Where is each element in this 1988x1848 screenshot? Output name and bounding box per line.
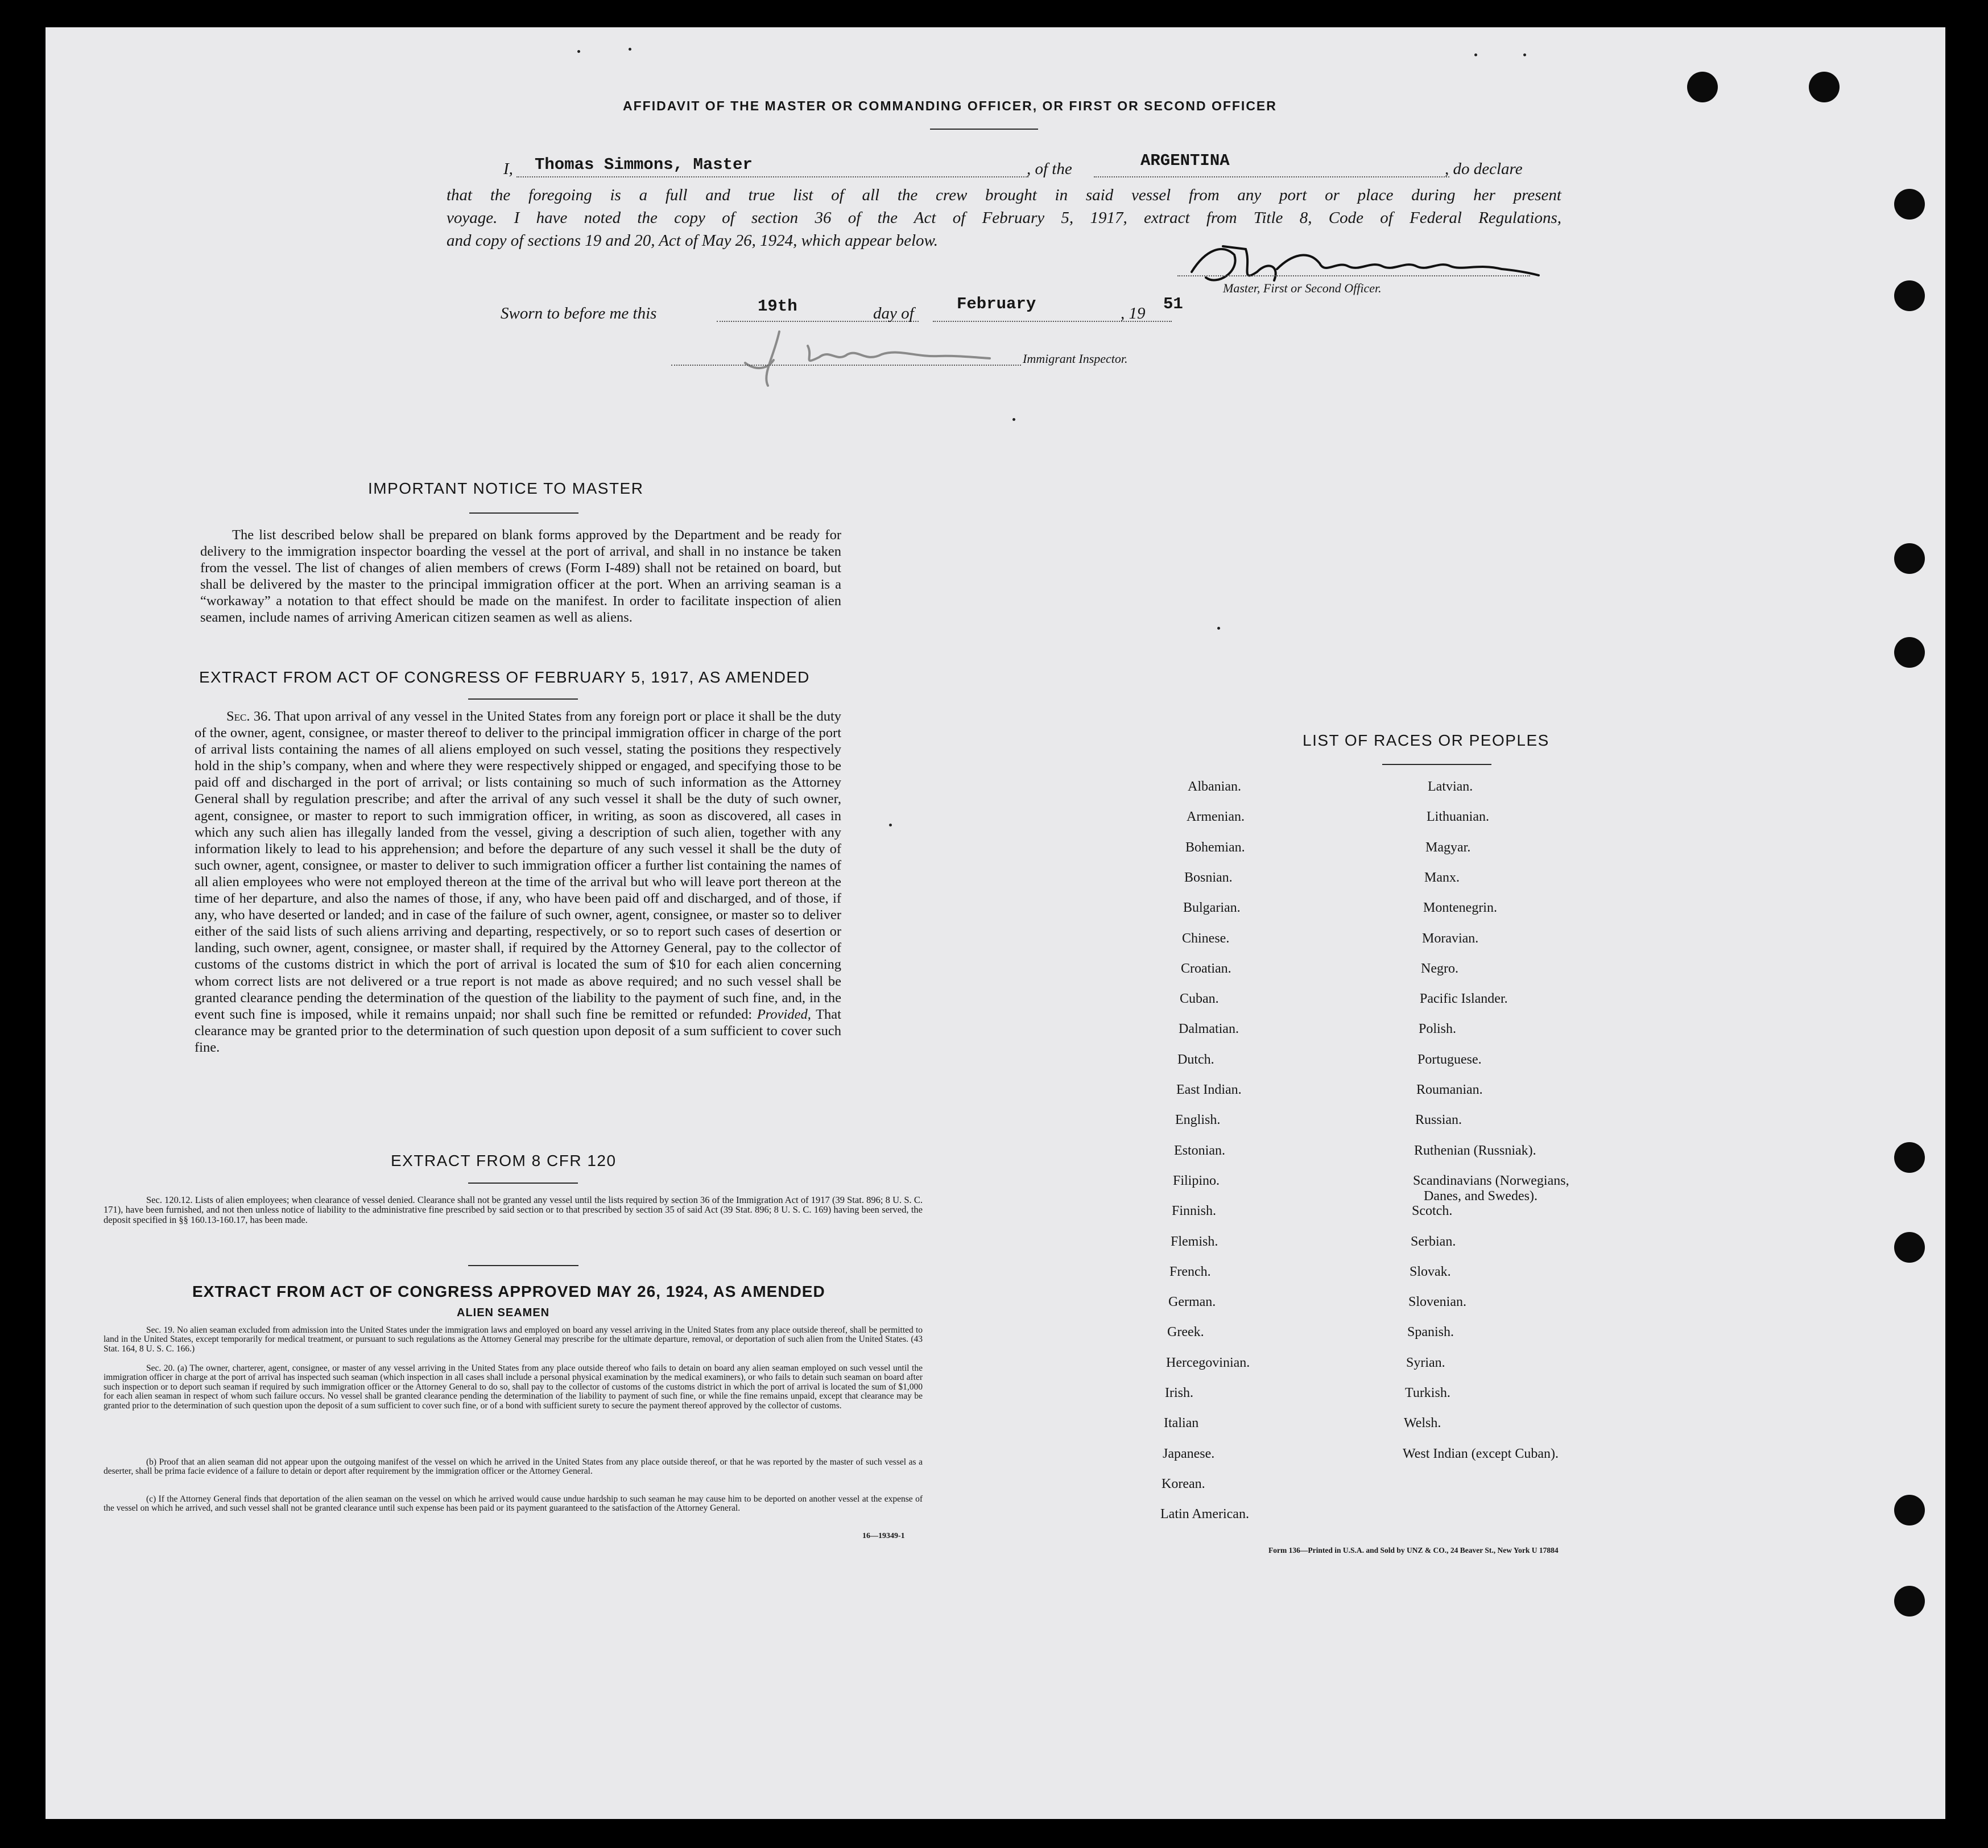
race-item: Albanian. [1188, 779, 1241, 794]
race-item: Croatian. [1181, 961, 1231, 976]
race-item: Magyar. [1425, 840, 1471, 855]
race-item: Flemish. [1171, 1234, 1218, 1249]
race-item: Greek. [1167, 1325, 1204, 1340]
race-item: Turkish. [1405, 1386, 1450, 1400]
race-item: Irish. [1165, 1386, 1193, 1400]
speck [1474, 53, 1477, 56]
section-36-body: That upon arrival of any vessel in the United States from any foreign port or place it shall be the duty of the owner, agent, consignee, or master thereof to deliver to the principal immigration officer in charge of the port of arrival lists containing the names of all aliens employed on such vessel, stating the positions they respectively hold in the ship’s company, when and where they were respectively shipped or engaged, and specifying those to be paid off and discharged in the port of arrival; or lists containing so much of such information as the Attorney General shall by regulation prescribe; and after the arrival of any such vessel it shall be the duty of such owner, agent, consignee, or master to report to such immigration officer, in writing, as soon as discovered, all cases in which any such alien has illegally landed from the vessel, giving a description of such alien, together with any information likely to lead to his apprehension; and before the departure of any such vessel it shall be the duty of such owner, agent, consignee, or master to deliver to such immigration officer a further list containing the names of all alien employees who were not employed thereon at the time of the arrival but who will leave port thereon at the time of her departure, and also the names of those, if any, who have been paid off and discharged, and of those, if any, who have deserted or landed; and in case of the failure of such owner, agent, consignee, or master so to deliver either of the said lists of such aliens arriving and departing, respectively, or so to report such cases of desertion or landing, such owner, agent, consignee, or master shall, if required by the Attorney General, pay to the collector of customs of the customs district in which the port of arrival is located the sum of $10 for each alien concerning whom correct lists are not delivered or a true report is not made as above required; and no such vessel shall be granted clearance pending the determination of the question of the liability to the payment of such fine, and, in the event such fine is imposed, while it remains unpaid; nor shall such fine be remitted or refunded: [195, 709, 841, 1022]
master-name-value: Thomas Simmons, Master [535, 155, 753, 174]
race-item: English. [1175, 1113, 1221, 1128]
race-item: Hercegovinian. [1166, 1355, 1250, 1370]
binder-hole [1894, 1586, 1925, 1617]
race-item: Negro. [1421, 961, 1458, 976]
vessel-name-value: ARGENTINA [1140, 151, 1230, 170]
declare-label: , do declare [1445, 160, 1523, 178]
race-item: Portuguese. [1417, 1052, 1482, 1067]
cfr-bottom-divider [468, 1265, 578, 1266]
inspector-caption: Immigrant Inspector. [1023, 352, 1128, 366]
sworn-month-value: February [957, 295, 1036, 313]
extract-1924-heading: EXTRACT FROM ACT OF CONGRESS APPROVED MAY 26, 1924, AS AMENDED [192, 1283, 825, 1300]
i-prefix: I, [503, 160, 513, 178]
race-item: Chinese. [1182, 931, 1230, 946]
speck [577, 50, 580, 53]
race-item: Manx. [1424, 870, 1460, 885]
race-item: Bohemian. [1185, 840, 1245, 855]
race-item: West Indian (except Cuban). [1403, 1446, 1559, 1461]
speck [889, 824, 892, 826]
binder-hole [1687, 72, 1718, 102]
race-item: Serbian. [1411, 1234, 1456, 1249]
race-item: Scotch. [1412, 1204, 1453, 1219]
race-item: Pacific Islander. [1420, 991, 1508, 1007]
race-item: Latin American. [1160, 1507, 1249, 1522]
binder-hole [1894, 543, 1925, 574]
vessel-name-line [1094, 176, 1449, 177]
speck [1217, 627, 1220, 630]
provided-label: Provided, [757, 1006, 811, 1022]
binder-hole [1894, 1142, 1925, 1173]
race-item: Japanese. [1163, 1446, 1215, 1461]
cfr-divider [468, 1183, 578, 1184]
races-heading: LIST OF RACES OR PEOPLES [1303, 731, 1549, 749]
race-item: Lithuanian. [1427, 809, 1489, 825]
race-item: Syrian. [1406, 1355, 1445, 1370]
form-code: 16—19349-1 [862, 1532, 905, 1540]
section-20c-text: (c) If the Attorney General finds that deportation of the alien seaman on the vessel on which he arrived would cause undue hardship to such seaman he may cause him to be deported on another vessel at the expense of the vessel on which he arrived, and such vessel shall not be granted clearance until such expense has been paid or its payment guaranteed to the satisfaction of the Attorney General. [104, 1494, 923, 1514]
binder-hole [1894, 1232, 1925, 1263]
master-signature-line [1177, 275, 1530, 276]
race-item: Estonian. [1174, 1143, 1225, 1158]
race-item: Latvian. [1428, 779, 1473, 794]
race-item: Armenian. [1187, 809, 1245, 825]
section-20a-text: Sec. 20. (a) The owner, charterer, agent, consignee, or master of any vessel arriving in the United States from any place outside thereof who fails to detain on board any alien seaman employed on such vessel until the immigration officer in charge at the port of arrival has inspected such seaman (which inspection in all cases shall include a personal physical examination by the medical examiners), or who fails to detain such seaman on board after such inspection or to deport such seaman if required by such immigration officer or the Attorney General to do so, shall pay to the collector of customs of the customs district in which the port of arrival is located the sum of $1,000 for each alien seaman in respect of whom such failure occurs. No vessel shall be granted clearance pending the determination of the liability to payment of such fine, or while the fine remains unpaid, except that clearance may be granted prior to the determination of such question upon the deposit of a sum sufficient to cover such fine, or of a bond with sufficient surety to secure the payment thereof approved by the collector of customs. [104, 1363, 923, 1411]
master-name-line [516, 176, 1028, 177]
race-item: Bosnian. [1184, 870, 1233, 885]
extract-1917-divider [468, 698, 578, 700]
section-36-text [195, 708, 841, 1056]
notice-text: The list described below shall be prepared on blank forms approved by the Department and be ready for delivery to the immigration inspector boarding the vessel at the port of arrival, and shall in no instance be taken from the vessel. The list of changes of alien members of crews (Form I-489) shall not be retained on board, but shall be delivered by the master to the principal immigration officer at the port. When an arriving seaman is a “workaway” a notation to that effect should be made on the manifest. In order to facilitate inspection of alien seamen, include names of arriving American citizen seamen as well as aliens. [200, 527, 841, 626]
binder-hole [1809, 72, 1840, 102]
binder-hole [1894, 1495, 1925, 1525]
declaration-line-2: voyage. I have noted the copy of section 36 of the Act of February 5, 1917, extract from Title 8, Code of Federal Regulations, [447, 209, 1561, 227]
form-page [46, 27, 1945, 1819]
year-prefix: , 19 [1121, 304, 1146, 323]
race-item: Italian [1164, 1416, 1199, 1431]
binder-hole [1894, 637, 1925, 668]
day-of-label: day of [873, 304, 914, 323]
speck [629, 48, 631, 51]
race-item: Montenegrin. [1423, 900, 1497, 916]
affidavit-title: AFFIDAVIT OF THE MASTER OR COMMANDING OFFICER, OR FIRST OR SECOND OFFICER [623, 98, 1277, 113]
master-caption: Master, First or Second Officer. [1223, 281, 1382, 295]
race-item: Russian. [1415, 1113, 1462, 1128]
inspector-signature [700, 323, 1018, 394]
race-item: East Indian. [1176, 1082, 1242, 1097]
race-item: Roumanian. [1416, 1082, 1483, 1097]
race-item: Polish. [1419, 1022, 1457, 1037]
sworn-year-value: 51 [1163, 295, 1183, 313]
race-item: Dutch. [1177, 1052, 1214, 1067]
binder-hole [1894, 280, 1925, 311]
section-19-text: Sec. 19. No alien seaman excluded from admission into the United States under the immigration laws and employed on board any vessel arriving in the United States from any place outside thereof, shall be permitted to land in the United States, except temporarily for medical treatment, or pursuant to such regulations as the Attorney General may prescribe for the ultimate departure, removal, or deportation of such alien from the United States. (43 Stat. 164, 8 U. S. C. 166.) [104, 1325, 923, 1354]
declaration-line-1: that the foregoing is a full and true list of all the crew brought in said vessel from any port or place during her present [447, 186, 1561, 204]
race-item: Danes, and Swedes). [1424, 1188, 1538, 1204]
declaration-line-3: and copy of sections 19 and 20, Act of May 26, 1924, which appear below. [447, 231, 938, 250]
extract-1917-heading: EXTRACT FROM ACT OF CONGRESS OF FEBRUARY 5, 1917, AS AMENDED [199, 668, 810, 686]
cfr-text: Sec. 120.12. Lists of alien employees; when clearance of vessel denied. Clearance shall not be granted any vessel until the lists required by section 36 of the Immigration Act of 1917 (39 Stat. 896; 8 U. S. C. 171), have been furnished, and not then unless notice of liability to the administrative fine prescribed by said section or to that prescribed by section 35 of said Act (39 Stat. 896; 8 U. S. C. 169) having been served, the deposit specified in §§ 160.13-160.17, has been made. [104, 1194, 923, 1225]
race-item: German. [1168, 1295, 1216, 1310]
race-item: Slovak. [1410, 1264, 1451, 1279]
speck [1523, 53, 1526, 56]
races-divider [1382, 764, 1491, 765]
race-item: French. [1169, 1264, 1211, 1279]
race-item: Korean. [1162, 1476, 1205, 1491]
race-item: Welsh. [1404, 1416, 1441, 1431]
race-item: Dalmatian. [1179, 1022, 1239, 1037]
section-20b-text: (b) Proof that an alien seaman did not appear upon the outgoing manifest of the vessel on which he arrived in the United States from any place outside thereof, or that he was reported by the master of such vessel as a deserter, shall be prima facie evidence of a failure to detain or deport after requirement by the immigration officer or the Attorney General. [104, 1457, 923, 1477]
notice-divider [469, 512, 578, 514]
sworn-prefix: Sworn to before me this [501, 304, 657, 323]
section-36-label: Sec. 36. [226, 709, 271, 724]
race-item: Slovenian. [1408, 1295, 1466, 1310]
race-item: Bulgarian. [1183, 900, 1241, 916]
notice-heading: IMPORTANT NOTICE TO MASTER [368, 479, 644, 497]
printer-footer: Form 136—Printed in U.S.A. and Sold by UNZ & CO., 24 Beaver St., New York U 17884 [1268, 1546, 1559, 1555]
race-item: Ruthenian (Russniak). [1414, 1143, 1536, 1158]
race-item: Finnish. [1172, 1204, 1217, 1219]
alien-seamen-subheading: ALIEN SEAMEN [457, 1307, 550, 1319]
speck [1012, 418, 1015, 421]
sworn-day-value: 19th [758, 297, 797, 316]
binder-hole [1894, 189, 1925, 220]
of-the-label: , of the [1027, 160, 1072, 178]
race-item: Moravian. [1422, 931, 1479, 946]
inspector-signature-line [671, 365, 1021, 366]
cfr-heading: EXTRACT FROM 8 CFR 120 [391, 1152, 617, 1169]
race-item: Cuban. [1180, 991, 1219, 1007]
provided-text: That clearance may be granted prior to the determination of such question upon deposit of a sum sufficient to cover such fine. [195, 1006, 841, 1055]
race-item: Filipino. [1173, 1173, 1220, 1188]
title-divider [930, 129, 1038, 130]
race-item: Spanish. [1407, 1325, 1454, 1340]
race-item: Scandinavians (Norwegians, [1413, 1173, 1569, 1188]
